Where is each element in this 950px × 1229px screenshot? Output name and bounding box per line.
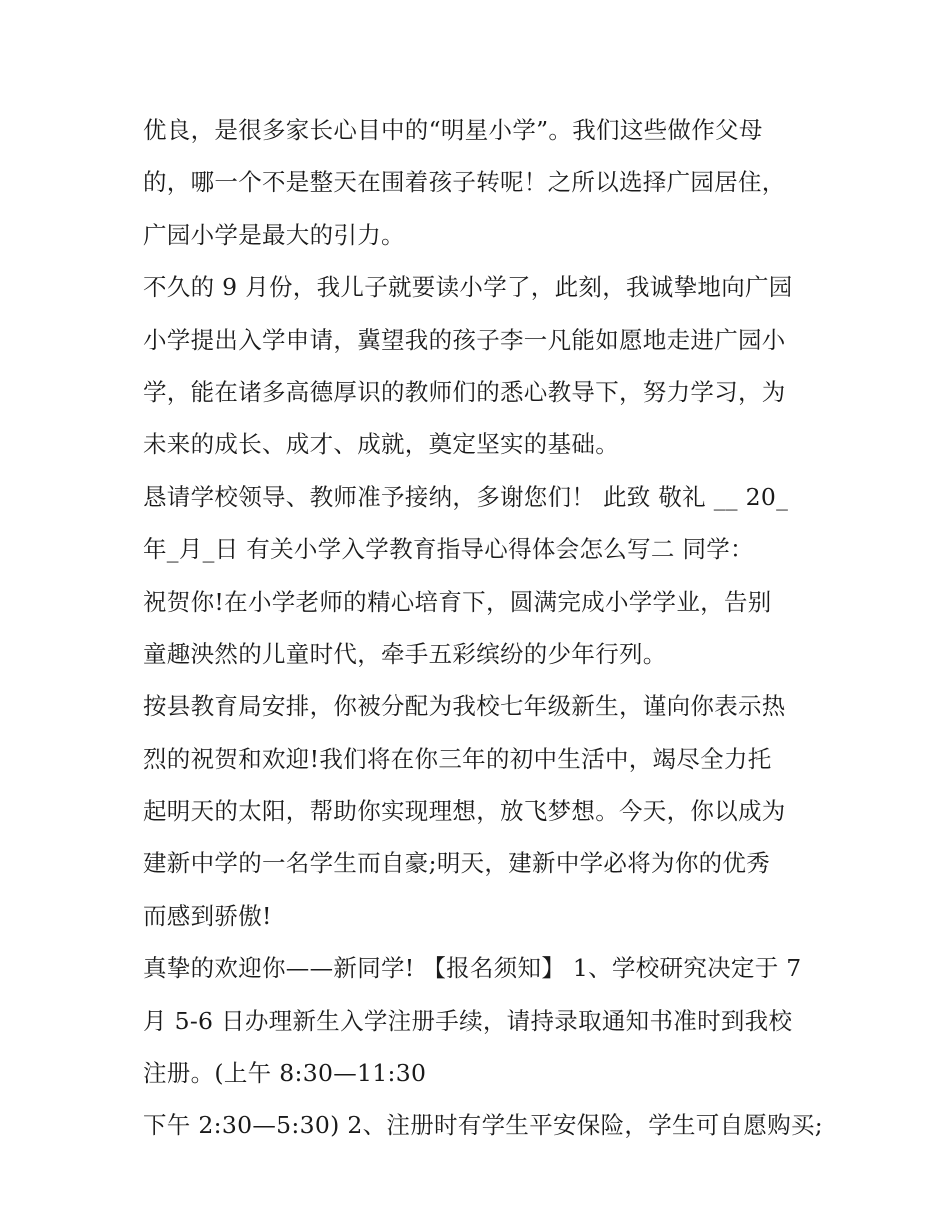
text-line: 建新中学的一名学生而自豪;明天，建新中学必将为你的优秀 <box>143 849 771 878</box>
text-line: 恳请学校领导、教师准予接纳，多谢您们！ 此致 敬礼 __ 20_ <box>143 482 789 511</box>
text-line: 年_月_日 有关小学入学教育指导心得体会怎么写二 同学： <box>143 535 754 564</box>
text-line: 小学提出入学申请，冀望我的孩子李一凡能如愿地走进广园小 <box>143 325 786 354</box>
text-line: 祝贺你!在小学老师的精心培育下，圆满完成小学学业，告别 <box>143 587 772 616</box>
text-line: 下午 2:30—5:30) 2、注册时有学生平安保险，学生可自愿购买; <box>143 1111 824 1140</box>
text-line: 按县教育局安排，你被分配为我校七年级新生，谨向你表示热 <box>143 692 786 721</box>
text-line: 广园小学是最大的引力。 <box>143 220 405 249</box>
text-line: 童趣泱然的儿童时代，牵手五彩缤纷的少年行列。 <box>143 639 667 668</box>
text-line: 烈的祝贺和欢迎!我们将在你三年的初中生活中，竭尽全力托 <box>143 744 772 773</box>
text-line: 未来的成长、成才、成就，奠定坚实的基础。 <box>143 430 619 459</box>
text-line: 起明天的太阳，帮助你实现理想，放飞梦想。今天，你以成为 <box>143 797 786 826</box>
text-line: 注册。(上午 8:30—11:30 <box>143 1059 427 1088</box>
text-line: 月 5-6 日办理新生入学注册手续，请持录取通知书准时到我校 <box>143 1006 793 1035</box>
text-line: 的，哪一个不是整天在围着孩子转呢！之所以选择广园居住， <box>143 168 786 197</box>
text-line: 优良，是很多家长心目中的“明星小学”。我们这些做作父母 <box>143 116 763 144</box>
document-body <box>143 104 823 1152</box>
text-line: 学，能在诸多高德厚识的教师们的悉心教导下，努力学习，为 <box>143 377 786 406</box>
text-line: 不久的 9 月份，我儿子就要读小学了，此刻，我诚挚地向广园 <box>143 273 793 302</box>
text-line: 真挚的欢迎你——新同学! 【报名须知】 1、学校研究决定于 7 <box>143 954 802 983</box>
text-line: 而感到骄傲! <box>143 901 272 930</box>
